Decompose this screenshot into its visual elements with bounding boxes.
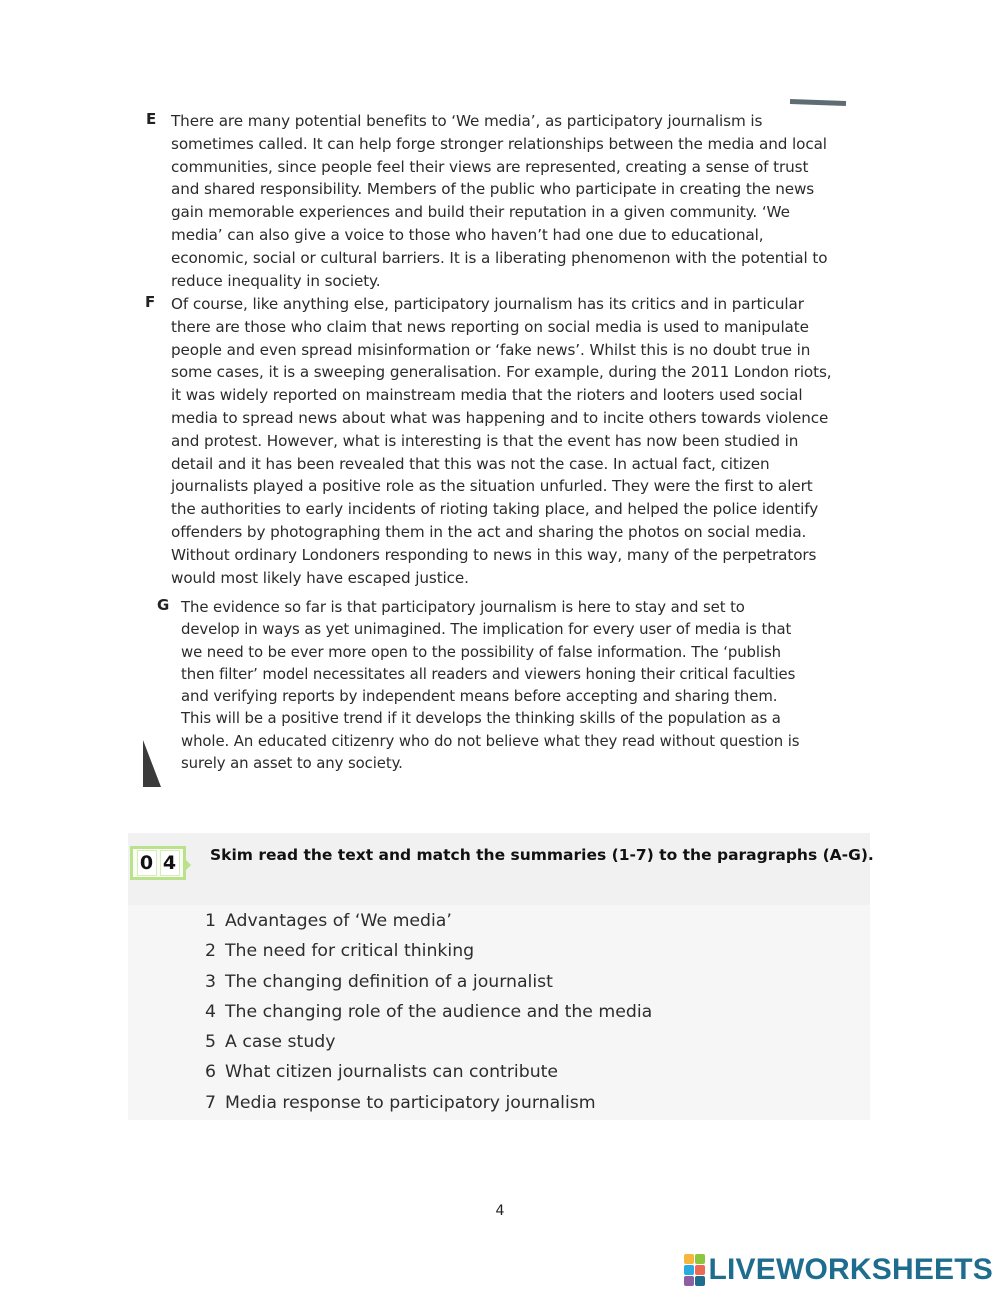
exercise-instruction: Skim read the text and match the summaries (1-7) to the paragraphs (A-G). — [210, 846, 874, 864]
logo-cell — [684, 1254, 694, 1264]
paragraph-f-letter: F — [145, 293, 156, 311]
paragraph-g-text: The evidence so far is that participatory journalism is here to stay and set to develop in ways as yet unimagined. The implication for every user of media is that we need to be ever more open to the possibility of false information. The ‘publish then filter’ model necessitates all readers and viewers honing their critical faculties and verifying reports by independent means before accepting and sharing them. This will be a positive trend if it develops the thinking skills of the population as a whole. An educated citizenry who do not believe what they read without question is surely an asset to any society. — [181, 598, 800, 773]
liveworksheets-brand — [684, 1253, 994, 1287]
summary-number: 2 — [205, 941, 216, 962]
liveworksheets-logo-icon — [684, 1254, 705, 1286]
badge-arrow-icon — [185, 859, 191, 871]
summary-number: 1 — [205, 911, 216, 931]
summary-item — [205, 967, 652, 997]
paragraph-e-text: There are many potential benefits to ‘We media’, as participatory journalism is sometimes called. It can help forge stronger relationships between the media and local communities, since people feel their views are represented, creating a sense of trust and shared responsibility. Members of the public who participate in creating the news gain memorable experiences and build their reputation in a given community. ‘We media’ can also give a voice to those who haven’t had one due to educational, economic, social or cultural barriers. It is a liberating phenomenon with the potential to reduce inequality in society. — [171, 112, 828, 290]
summary-text: Media response to participatory journalism — [225, 1092, 596, 1113]
summary-number: 7 — [205, 1092, 216, 1113]
scan-edge-line — [790, 99, 846, 106]
badge-digit-second: 4 — [160, 850, 180, 876]
summary-number: 4 — [205, 1001, 216, 1022]
scan-corner-shape — [143, 740, 161, 787]
paragraph-e-letter: E — [146, 110, 157, 128]
page-number: 4 — [495, 1203, 505, 1219]
badge-digit-first: 0 — [137, 850, 157, 876]
exercise-header — [128, 833, 870, 905]
paragraph-f-text: Of course, like anything else, participatory journalism has its critics and in particular there are those who claim that news reporting on social media is used to manipulate people and even spread misinformation or ‘fake news’. Whilst this is no doubt true in some cases, it is a sweeping generalisation. For example, during the 2011 London riots, it was widely reported on mainstream media that the rioters and looters used social media to spread news about what was happening and to incite others towards violence and protest. However, what is interesting is that the event has now been studied in detail and it has been revealed that this was not the case. In actual fact, citizen journalists played a positive role as the situation unfurled. They were the first to alert the authorities to early incidents of rioting taking place, and helped the police identify offenders by photographing them in the act and sharing the photos on social media. Without ordinary Londoners responding to news in this way, many of the perpetrators would most likely have escaped justice. — [171, 295, 832, 587]
logo-cell — [695, 1254, 705, 1264]
summary-text: A case study — [225, 1032, 336, 1053]
summary-text: The changing definition of a journalist — [225, 971, 553, 992]
exercise-number-badge — [130, 846, 186, 880]
summary-number: 6 — [205, 1062, 216, 1083]
summary-text: The need for critical thinking — [225, 941, 475, 962]
summary-item — [205, 936, 652, 966]
summary-item — [205, 1057, 652, 1087]
summary-item — [205, 906, 652, 936]
logo-cell — [684, 1265, 694, 1275]
brand-wordmark: LIVEWORKSHEETS — [708, 1253, 993, 1286]
summary-item — [205, 1088, 652, 1118]
paragraph-g-letter: G — [157, 596, 170, 614]
summary-number: 3 — [205, 971, 216, 992]
summary-text: The changing role of the audience and the media — [225, 1001, 653, 1022]
summary-list — [205, 906, 652, 1118]
summary-text: What citizen journalists can contribute — [225, 1062, 559, 1083]
summary-text: Advantages of ‘We media’ — [225, 911, 452, 931]
logo-cell — [695, 1276, 705, 1286]
logo-cell — [684, 1276, 694, 1286]
logo-cell — [695, 1265, 705, 1275]
summary-number: 5 — [205, 1032, 216, 1053]
summary-item — [205, 997, 652, 1027]
summary-item — [205, 1027, 652, 1057]
